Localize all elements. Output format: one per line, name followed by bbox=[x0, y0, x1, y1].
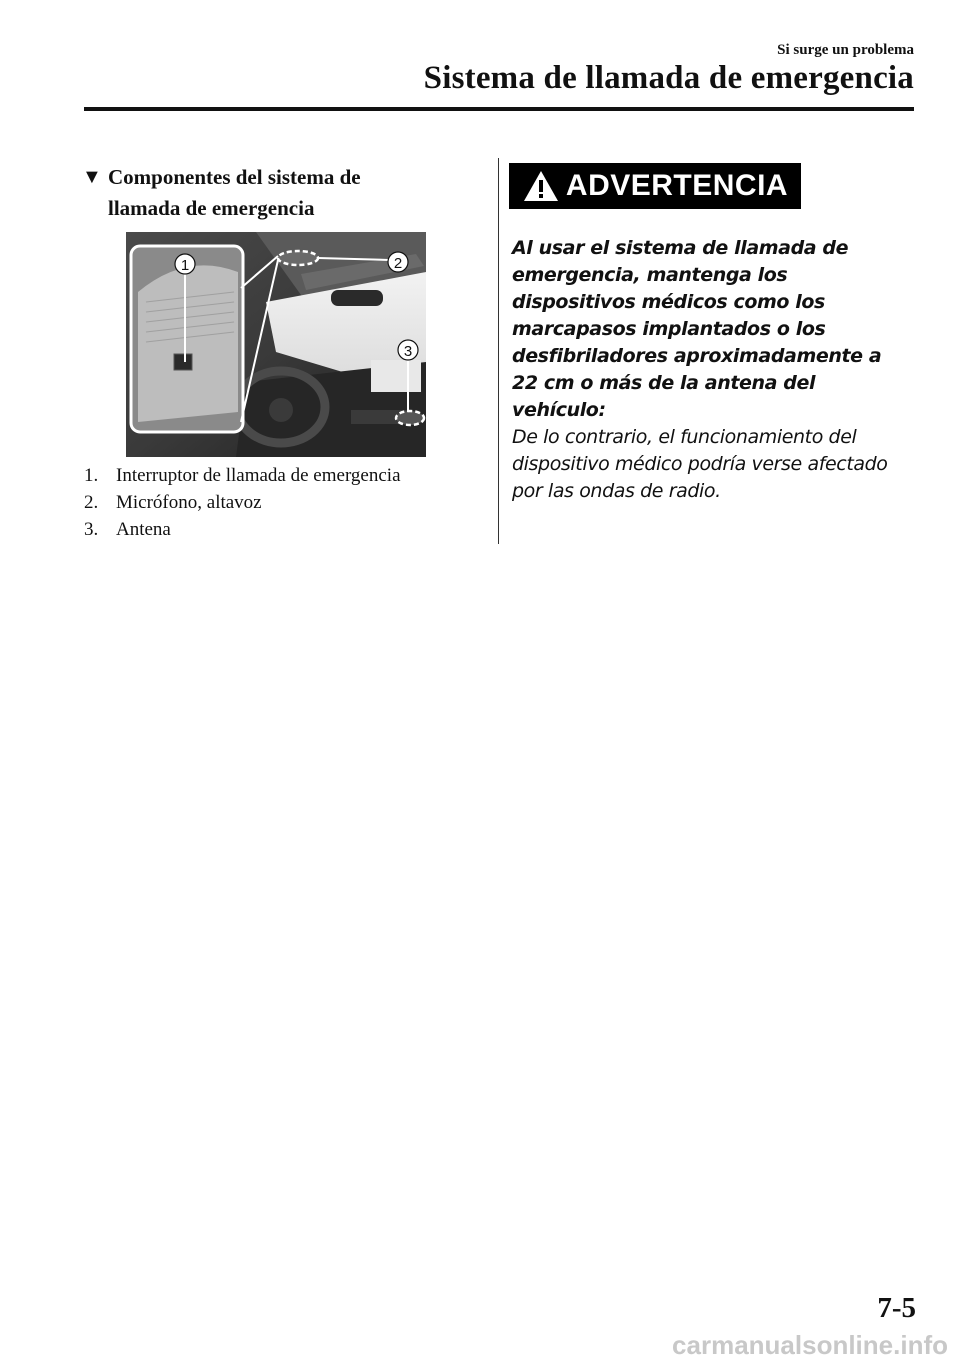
list-item-label: Antena bbox=[116, 519, 171, 540]
list-item-number: 2. bbox=[84, 492, 99, 513]
header-subtitle: Si surge un problema bbox=[777, 42, 914, 58]
vehicle-interior-photo bbox=[126, 232, 426, 457]
warning-banner bbox=[509, 163, 801, 209]
header-rule bbox=[84, 107, 914, 111]
warning-text bbox=[512, 235, 912, 505]
list-item-number: 1. bbox=[84, 465, 99, 486]
list-item bbox=[84, 489, 401, 516]
callout-2 bbox=[388, 252, 408, 272]
column-divider bbox=[498, 158, 499, 544]
list-item-label: Interruptor de llamada de emergencia bbox=[116, 465, 401, 486]
svg-text:1: 1 bbox=[180, 257, 190, 274]
section-marker: ▼ bbox=[82, 166, 102, 188]
header-title: Sistema de llamada de emergencia bbox=[423, 60, 914, 96]
warning-body-text: De lo contrario, el funcionamiento del dispositivo médico podría verse afectado por las ondas de radio. bbox=[512, 426, 888, 502]
warning-label: ADVERTENCIA bbox=[565, 169, 789, 202]
list-item-number: 3. bbox=[84, 519, 99, 540]
section-title: Componentes del sistema de llamada de emergencia bbox=[108, 165, 361, 220]
svg-text:3: 3 bbox=[403, 343, 413, 360]
warning-triangle-icon bbox=[522, 169, 560, 203]
list-item-label: Micrófono, altavoz bbox=[116, 492, 262, 513]
svg-text:2: 2 bbox=[393, 255, 403, 272]
page-number: 7-5 bbox=[877, 1292, 916, 1324]
warning-bold-text: Al usar el sistema de llamada de emergencia, mantenga los dispositivos médicos como los marcapasos implantados o los desfibriladores aproximadamente a 22 cm o más de la antena del vehículo: bbox=[512, 237, 882, 421]
callout-1 bbox=[175, 254, 195, 274]
callout-3 bbox=[398, 340, 418, 360]
components-list bbox=[84, 462, 401, 543]
list-item bbox=[84, 462, 401, 489]
list-item bbox=[84, 516, 401, 543]
watermark: carmanualsonline.info bbox=[672, 1330, 948, 1360]
